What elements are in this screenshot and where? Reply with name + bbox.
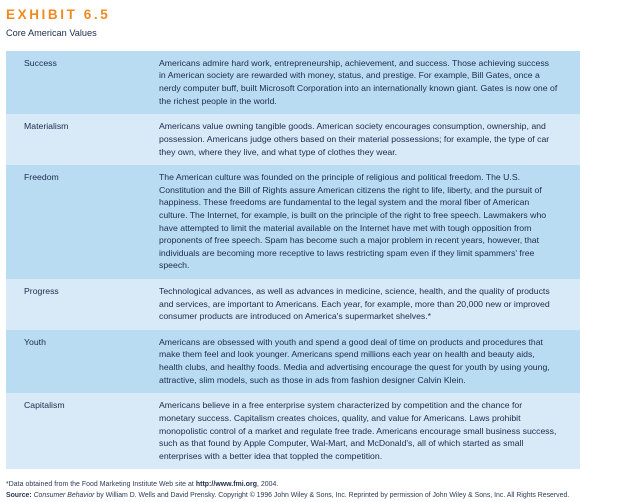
fmi-link[interactable]: http://www.fmi.org xyxy=(195,481,257,489)
footnote-source-note xyxy=(6,491,606,502)
page-title: EXHIBIT 6.5 xyxy=(6,7,111,22)
source-title: Consumer Behavior xyxy=(31,492,97,500)
value-term: Youth xyxy=(6,330,159,393)
table-row xyxy=(6,114,580,165)
footnotes xyxy=(6,480,606,501)
value-term: Progress xyxy=(6,279,159,330)
exhibit-header xyxy=(0,0,624,39)
value-description: The American culture was founded on the principle of religious and political freedom. The U.S. Constitution and the Bill of Rights assure American citizens the right to life, liberty, and the pursuit of happiness. These freedoms are fundamental to the legal system and the moral fiber of American culture. The Internet, for example, is built on the principle of the right to free speech. Lawmakers who have attempted to limit the material available on the Internet have met with tough opposition from proponents of free speech. Spam has become such a major problem in recent years, however, that individuals are becoming more receptive to laws restricting spam even if they limit spammers' free speech. xyxy=(159,165,580,279)
exhibit-subtitle: Core American Values xyxy=(6,27,97,38)
value-term: Materialism xyxy=(6,114,159,165)
value-description: Technological advances, as well as advances in medicine, science, health, and the quality of products and services, are important to Americans. Each year, for example, more than 20,000 new or improved consumer products are introduced on America's supermarket shelves.* xyxy=(159,279,580,330)
table-row xyxy=(6,393,580,469)
footnote-text-before: *Data obtained from the Food Marketing Institute Web site at xyxy=(6,481,196,489)
value-term: Capitalism xyxy=(6,393,159,469)
table-row xyxy=(6,330,580,393)
value-description: Americans value owning tangible goods. American society encourages consumption, ownership, and possession. Americans judge others based on their material possessions; for example, the type of car they own, where they live, and what type of clothes they wear. xyxy=(159,114,580,165)
footnote-text-after: , 2004. xyxy=(256,481,279,489)
source-rest: by William D. Wells and David Prensky. Copyright © 1996 John Wiley & Sons, Inc. Reprinted by permission of John Wiley & Sons, Inc. All Rights Reserved. xyxy=(96,492,570,500)
table-row xyxy=(6,279,580,330)
table-row xyxy=(6,165,580,279)
table-row xyxy=(6,51,580,114)
value-description: Americans believe in a free enterprise system characterized by competition and the chance for monetary success. Capitalism creates choices, quality, and value for Americans. Laws prohibit monopolistic control of a market and regulate free trade. Americans encourage small business success, such as that found by Apple Computer, Wal-Mart, and McDonald's, all of which started as small enterprises with a better idea that toppled the competition. xyxy=(159,393,580,469)
core-american-values-table xyxy=(6,51,580,469)
value-description: Americans are obsessed with youth and spend a good deal of time on products and procedures that make them feel and look younger. Americans spend millions each year on health and beauty aids, health clubs, and healthy foods. Media and advertising encourage the quest for youth by using young, attractive, slim models, such as those in ads from fashion designer Calvin Klein. xyxy=(159,330,580,393)
footnote-star-note xyxy=(6,480,606,491)
table-body xyxy=(6,51,580,469)
value-term: Success xyxy=(6,51,159,114)
value-term: Freedom xyxy=(6,165,159,279)
value-description: Americans admire hard work, entrepreneurship, achievement, and success. Those achieving success in American society are rewarded with money, status, and prestige. For example, Bill Gates, once a nerdy computer buff, built Microsoft Corporation into an internationally known giant. Gates is now one of the richest people in the world. xyxy=(159,51,580,114)
source-label: Source: xyxy=(6,492,32,500)
